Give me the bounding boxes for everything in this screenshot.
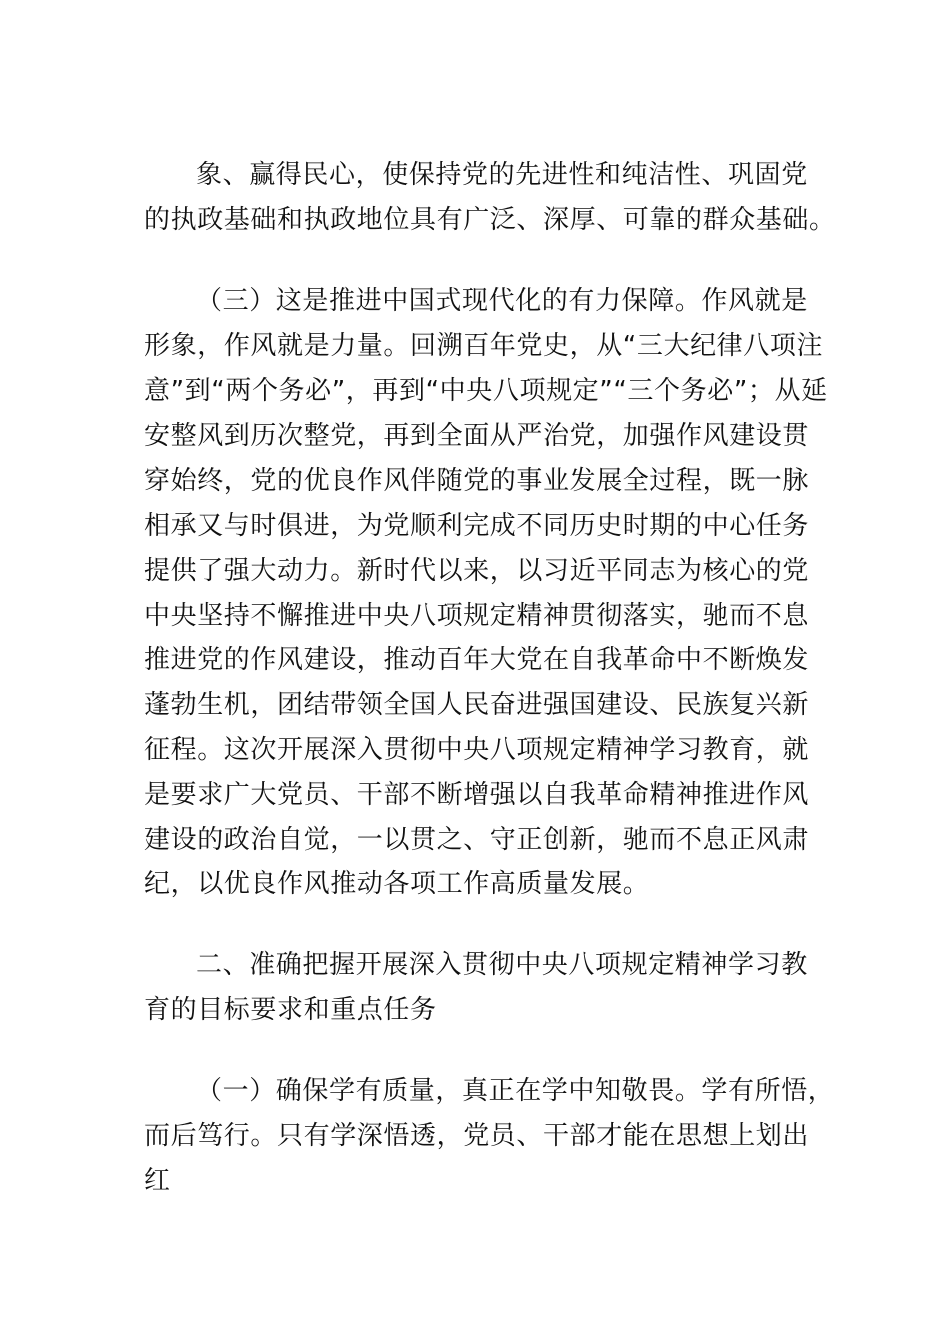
paragraph-2-line-6: 相承又与时俱进，为党顺利完成不同历史时期的中心任务 xyxy=(144,511,810,541)
section-heading-line-1: 二、准确把握开展深入贯彻中央八项规定精神学习教 xyxy=(196,950,808,980)
section-heading-line-2: 育的目标要求和重点任务 xyxy=(144,995,437,1025)
paragraph-2-line-5: 穿始终，党的优良作风伴随党的事业发展全过程，既一脉 xyxy=(144,466,810,496)
paragraph-2-line-9: 推进党的作风建设，推动百年大党在自我革命中不断焕发 xyxy=(144,645,810,675)
paragraph-2-line-7: 提供了强大动力。新时代以来，以习近平同志为核心的党 xyxy=(144,556,810,586)
paragraph-2-line-10: 蓬勃生机，团结带领全国人民奋进强国建设、民族复兴新 xyxy=(144,690,810,720)
paragraph-2-line-14: 纪，以优良作风推动各项工作高质量发展。 xyxy=(144,869,650,899)
paragraph-2-line-11: 征程。这次开展深入贯彻中央八项规定精神学习教育，就 xyxy=(144,735,810,765)
paragraph-1-line-2: 的执政基础和执政地位具有广泛、深厚、可靠的群众基础。 xyxy=(144,205,836,235)
paragraph-3-line-3: 红 xyxy=(144,1166,171,1196)
paragraph-2-line-4: 安整风到历次整党，再到全面从严治党，加强作风建设贯 xyxy=(144,421,810,451)
paragraph-3-line-1: （一）确保学有质量，真正在学中知敬畏。学有所悟， xyxy=(196,1076,835,1106)
paragraph-2-line-3: 意”到“两个务必”，再到“中央八项规定”“三个务必”；从延 xyxy=(144,376,828,406)
paragraph-2-line-1: （三）这是推进中国式现代化的有力保障。作风就是 xyxy=(196,286,808,316)
paragraph-1-line-1: 象、赢得民心，使保持党的先进性和纯洁性、巩固党 xyxy=(196,160,808,190)
paragraph-2-line-2: 形象，作风就是力量。回溯百年党史，从“三大纪律八项注 xyxy=(144,331,824,361)
paragraph-2-line-8: 中央坚持不懈推进中央八项规定精神贯彻落实，驰而不息 xyxy=(144,601,810,631)
paragraph-3-line-2: 而后笃行。只有学深悟透，党员、干部才能在思想上划出 xyxy=(144,1121,810,1151)
paragraph-2-line-12: 是要求广大党员、干部不断增强以自我革命精神推进作风 xyxy=(144,780,810,810)
paragraph-2-line-13: 建设的政治自觉，一以贯之、守正创新，驰而不息正风肃 xyxy=(144,825,810,855)
